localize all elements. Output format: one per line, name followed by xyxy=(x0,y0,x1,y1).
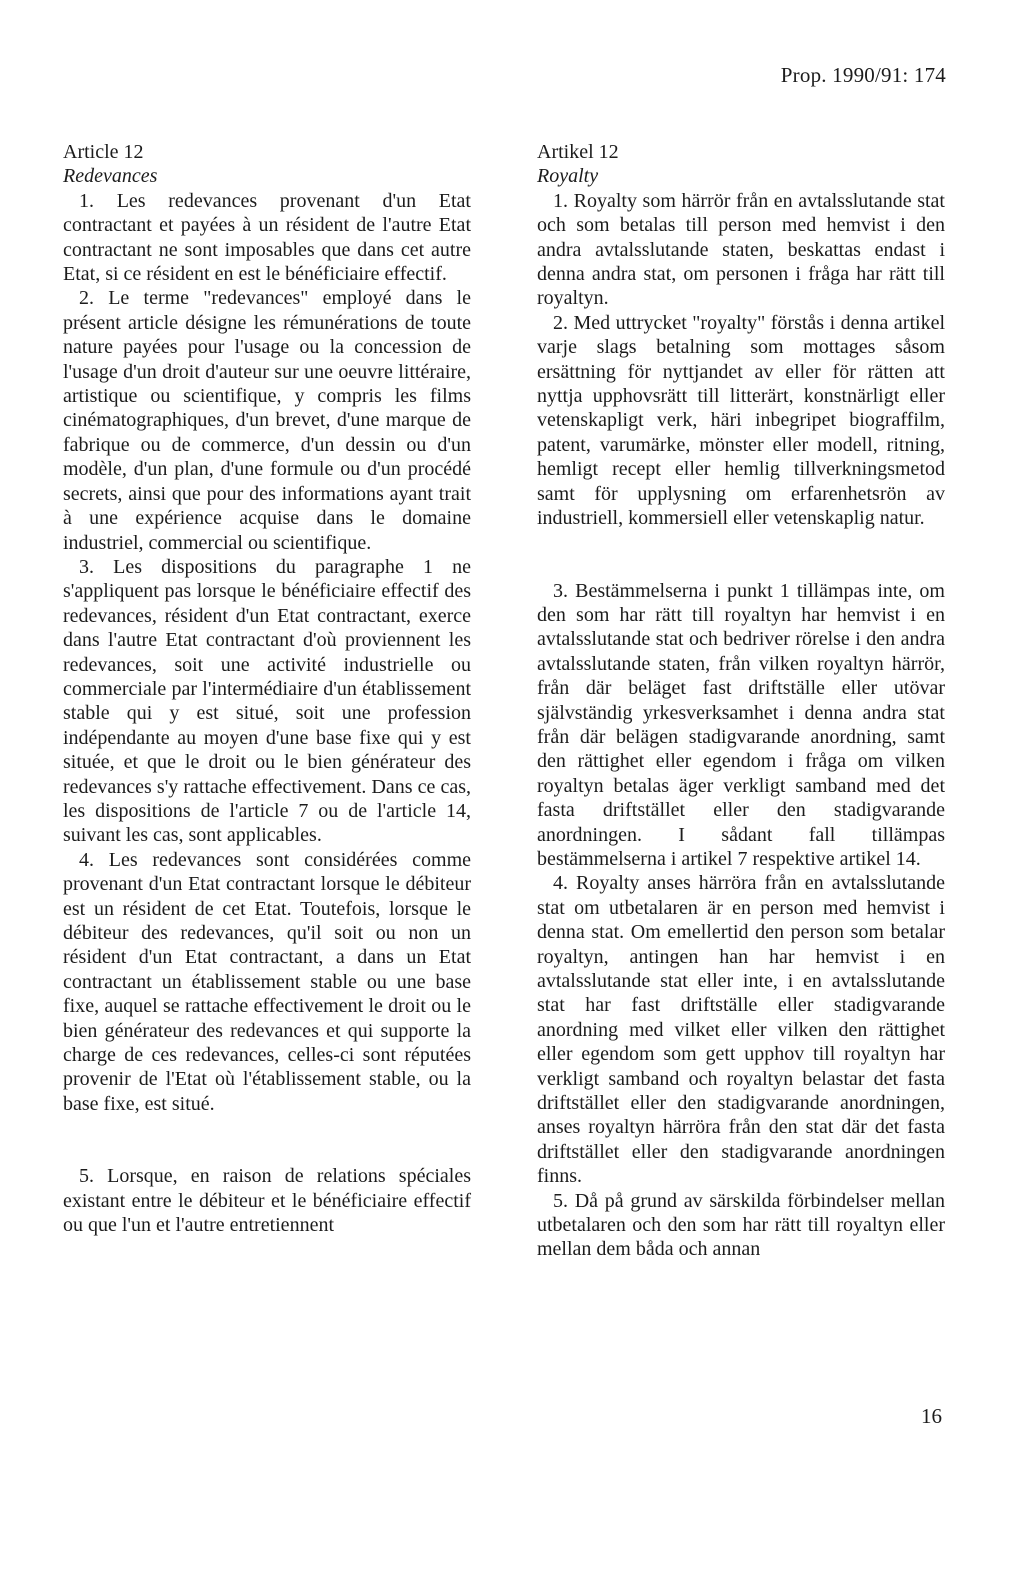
french-paragraph-3: 3. Les dispositions du paragraphe 1 ne s'appliquent pas lorsque le bénéficiaire effectif des redevances, résident d'un Etat contractant, exerce dans l'autre Etat contractant d'où proviennent les redevances, soit une activité industrielle ou commerciale par l'intermédiaire d'un établissement stable qui y est situé, soit une profession indépendante au moyen d'une base fixe qui y est située, et que le droit ou le bien générateur des redevances s'y rattache effectivement. Dans ce cas, les dispositions de l'article 7 ou de l'article 14, suivant les cas, sont applicables. xyxy=(63,555,471,847)
swedish-paragraph-1: 1. Royalty som härrör från en avtalsslutande stat och som betalas till person med hemvist i den andra avtalsslutande staten, beskattas endast i denna andra stat, om personen i fråga har rätt till royaltyn. xyxy=(537,189,945,310)
swedish-article-heading: Artikel 12 xyxy=(537,141,619,163)
proposition-reference: Prop. 1990/91: 174 xyxy=(780,63,946,87)
swedish-paragraph-3: 3. Bestämmelserna i punkt 1 tillämpas inte, om den som har rätt till royaltyn har hemvist i en avtalsslutande stat och bedriver rörelse i den andra avtalsslutande staten, från vilken royaltyn härrör, från där beläget fast driftställe eller utövar självständig yrkesverksamhet i denna andra stat från där belägen stadigvarande anordning, samt den rättighet eller egendom i fråga om vilken royaltyn betalas äger verkligt samband med det fasta driftstället eller den stadigvarande anordningen. I sådant fall tillämpas bestämmelserna i artikel 7 respektive artikel 14. xyxy=(537,579,945,870)
swedish-article-title: Royalty xyxy=(537,165,599,188)
swedish-paragraph-4: 4. Royalty anses härröra från en avtalsslutande stat om utbetalaren är en person med hemvist i denna stat. Om emellertid den person som betalar royaltyn, antingen han har hemvist i en avtalsslutande stat eller inte, i en avtalsslutande stat har fast driftställe eller stadigvarande anordning med vilket eller vilken den rättighet eller egendom som gett upphov till royaltyn har verkligt samband och royaltyn belastar det fasta driftstället eller den stadigvarande anordningen, anses royaltyn härröra från den stat där det fasta driftstället eller den stadigvarande anordningen finns. xyxy=(537,872,945,1188)
french-paragraph-5: 5. Lorsque, en raison de relations spéciales existant entre le débiteur et le bénéficiaire effectif ou que l'un et l'autre entretiennent xyxy=(63,1165,471,1237)
french-paragraph-4: 4. Les redevances sont considérées comme provenant d'un Etat contractant lorsque le débiteur est un résident de cet Etat. Toutefois, lorsque le débiteur des redevances, qu'il soit ou non un résident d'un Etat contractant, a dans un Etat contractant un établissement stable ou une base fixe, auquel se rattache effectivement le droit ou le bien générateur des redevances et qui supporte la charge de ces redevances, celles-ci sont réputées provenir de l'Etat où l'établissement stable, ou la base fixe, est situé. xyxy=(63,848,471,1115)
swedish-paragraph-5: 5. Då på grund av särskilda förbindelser mellan utbetalaren och den som har rätt till royaltyn eller mellan dem båda och annan xyxy=(537,1189,945,1261)
french-article-heading: Article 12 xyxy=(63,141,144,163)
swedish-paragraph-2: 2. Med uttrycket "royalty" förstås i denna artikel varje slags betalning som mottages såsom ersättning för nyttjandet av eller för rätten att nyttja upphovsrätt till litterärt, konstnärligt eller vetenskapligt verk, häri inbegripet biograffilm, patent, varumärke, mönster eller modell, ritning, hemligt recept eller hemlig tillverkningsmetod samt för upplysning om erfarenhetsrön av industriell, kommersiell eller vetenskaplig natur. xyxy=(537,311,945,530)
page-number: 16 xyxy=(921,1404,942,1428)
french-column xyxy=(63,140,471,1237)
french-paragraph-2: 2. Le terme "redevances" employé dans le présent article désigne les rémunérations de toute nature payées pour l'usage ou la concession de l'usage d'un droit d'auteur sur une oeuvre littéraire, artistique ou scientifique, y compris les films cinématographiques, d'un brevet, d'une marque de fabrique ou de commerce, d'un dessin ou d'un modèle, d'un plan, d'une formule ou d'un procédé secrets, ainsi que pour des informations ayant trait à une expérience acquise dans le domaine industriel, commercial ou scientifique. xyxy=(63,287,471,554)
swedish-column xyxy=(537,140,945,1262)
french-article-title: Redevances xyxy=(63,165,158,188)
french-paragraph-1: 1. Les redevances provenant d'un Etat contractant et payées à un résident de l'autre Etat contractant ne sont imposables que dans cet autre Etat, si ce résident en est le bénéficiaire effectif. xyxy=(63,189,471,286)
